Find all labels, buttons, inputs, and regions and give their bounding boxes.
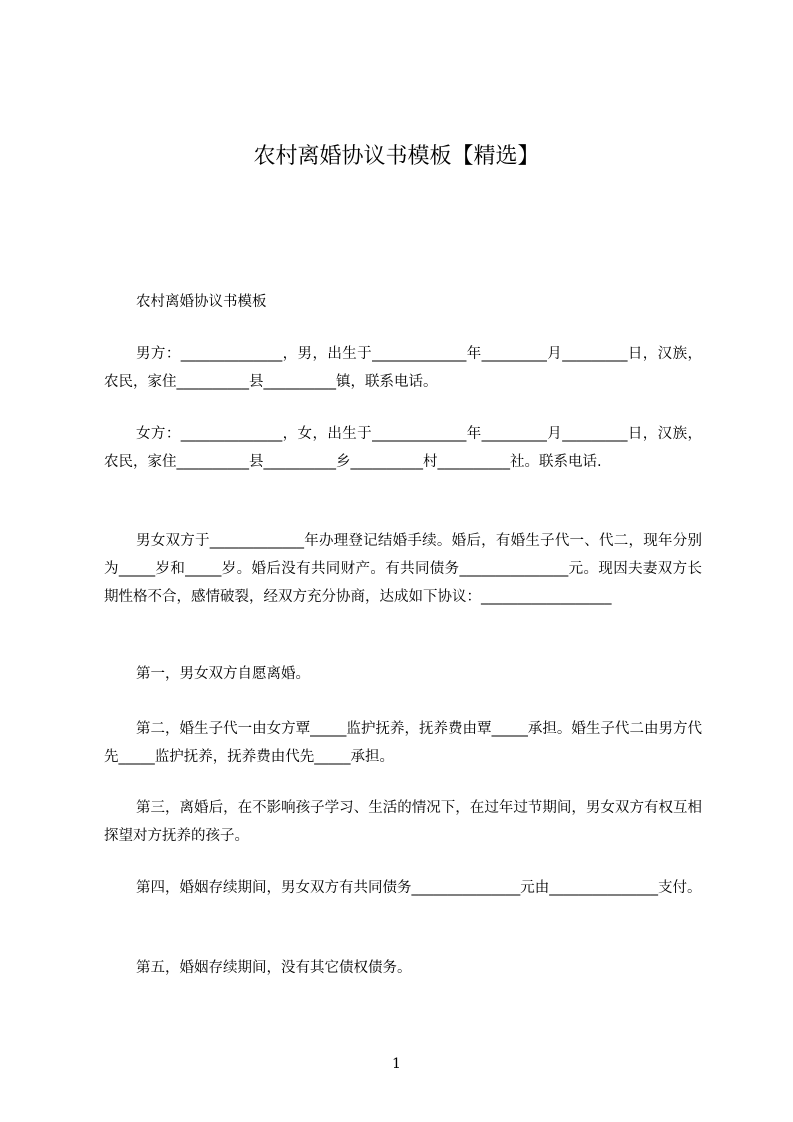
clause-five: 第五，婚姻存续期间，没有其它债权债务。 xyxy=(136,960,412,976)
document-subtitle: 农村离婚协议书模板 xyxy=(136,294,267,310)
paragraph-marriage-background: 男女双方于_____________年办理登记结婚手续。婚后，有婚生子代一、代二，现年分别为_____岁和_____岁。婚后没有共同财产。有共同债务_______________元。现因夫妻双方长期性格不合，感情破裂，经双方充分协商，达成如下协议：__________________ xyxy=(104,533,702,605)
clause-four: 第四，婚姻存续期间，男女双方有共同债务_______________元由_______________支付。 xyxy=(136,880,702,896)
page-number: 1 xyxy=(392,1056,401,1072)
paragraph-male-party: 男方：______________，男，出生于_____________年_________月_________日，汉族，农民，家住__________县__________镇，联系电话。 xyxy=(104,346,702,390)
paragraph-female-party: 女方：______________，女，出生于_____________年_________月_________日，汉族，农民，家住__________县__________乡__________村__________社。联系电话. xyxy=(104,426,702,470)
clause-two: 第二，婚生子代一由女方覃_____监护抚养，抚养费由覃_____承担。婚生子代二由男方代先_____监护抚养，抚养费由代先_____承担。 xyxy=(104,721,702,765)
document-title: 农村离婚协议书模板【精选】 xyxy=(253,144,540,169)
clause-one: 第一，男女双方自愿离婚。 xyxy=(136,666,310,682)
clause-three: 第三，离婚后，在不影响孩子学习、生活的情况下，在过年过节期间，男女双方有权互相探望对方抚养的孩子。 xyxy=(104,800,702,844)
